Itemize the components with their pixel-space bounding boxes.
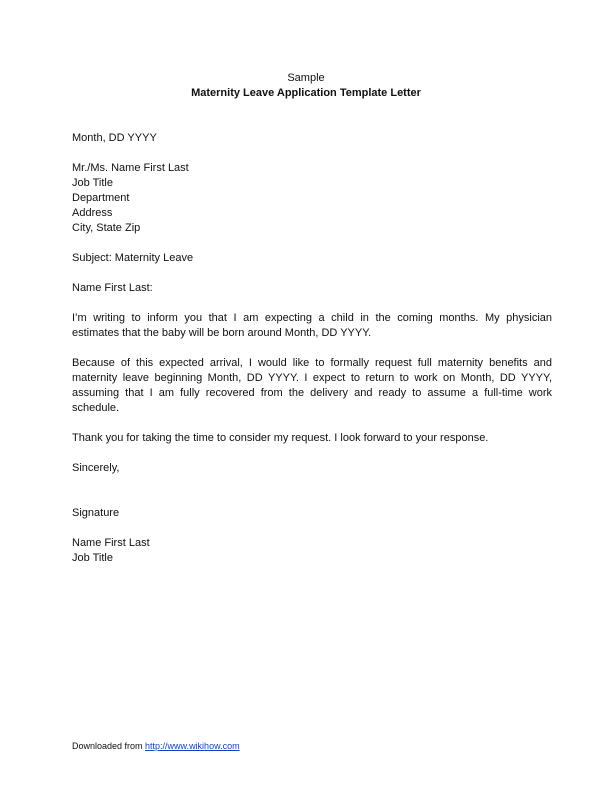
document-title: Maternity Leave Application Template Letter (191, 87, 421, 99)
subject-line (72, 251, 552, 266)
sender-name: Name First Last (72, 537, 150, 549)
paragraph-intro (72, 311, 552, 341)
letter-date (72, 131, 552, 146)
signature-text: Signature (72, 507, 120, 519)
recipient-address: Address (72, 207, 113, 219)
recipient-department: Department (72, 192, 130, 204)
closing-text: Sincerely, (72, 462, 120, 474)
paragraph-line: Because of this expected arrival, I would like to formally request full maternity benefits and (72, 357, 552, 369)
sender-job-title: Job Title (72, 552, 113, 564)
paragraph-line: Thank you for taking the time to consider my request. I look forward to your response. (72, 432, 489, 444)
closing (72, 461, 552, 476)
paragraph-request (72, 356, 552, 416)
subject-text: Subject: Maternity Leave (72, 252, 194, 264)
paragraph-line: I’m writing to inform you that I am expecting a child in the coming months. My physician (72, 312, 552, 324)
paragraph-line: schedule. (72, 402, 120, 414)
recipient-city-state-zip: City, State Zip (72, 222, 141, 234)
wikihow-link[interactable]: http://www.wikihow.com (145, 741, 240, 751)
recipient-name: Mr./Ms. Name First Last (72, 162, 189, 174)
signature-block (72, 506, 552, 521)
paragraph-line: estimates that the baby will be born around Month, DD YYYY. (72, 327, 372, 339)
salutation-text: Name First Last: (72, 282, 153, 294)
recipient-block (72, 161, 552, 236)
salutation (72, 281, 552, 296)
recipient-job-title: Job Title (72, 177, 113, 189)
paragraph-line: maternity leave beginning Month, DD YYYY. I expect to return to work on Month, DD YYYY, (72, 372, 552, 384)
sender-block (72, 536, 552, 566)
document-kicker: Sample (287, 72, 325, 84)
footer-prefix: Downloaded from (72, 741, 146, 751)
paragraph-line: assuming that I am fully recovered from the delivery and ready to assume a full-time work (72, 387, 552, 399)
date-text: Month, DD YYYY (72, 132, 157, 144)
footer (72, 741, 240, 752)
paragraph-thanks (72, 431, 552, 446)
